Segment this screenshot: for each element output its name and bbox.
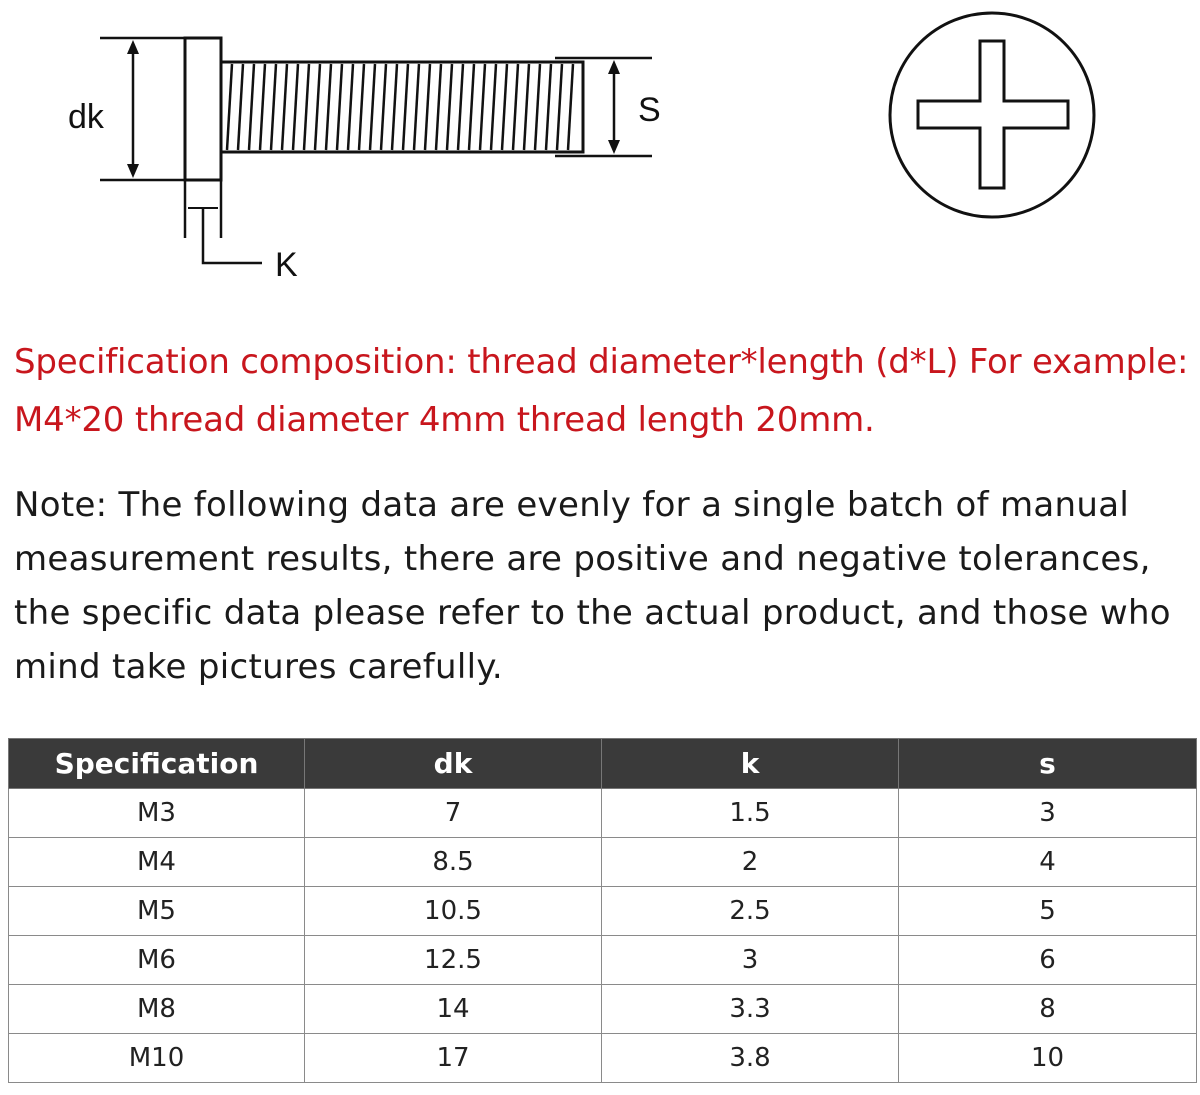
- table-row: [9, 789, 1197, 838]
- cell-specification: M8: [9, 985, 305, 1034]
- cell-dk: 10.5: [305, 887, 602, 936]
- table-row: [9, 838, 1197, 887]
- cell-s: 3: [899, 789, 1197, 838]
- table-row: [9, 887, 1197, 936]
- cell-k: 2: [602, 838, 899, 887]
- table-row: [9, 936, 1197, 985]
- cell-s: 5: [899, 887, 1197, 936]
- cell-specification: M3: [9, 789, 305, 838]
- header-k: k: [602, 739, 899, 789]
- cell-specification: M5: [9, 887, 305, 936]
- table-row: [9, 985, 1197, 1034]
- cell-dk: 7: [305, 789, 602, 838]
- cell-dk: 17: [305, 1034, 602, 1083]
- screw-diagram: [0, 0, 1200, 300]
- table-row: [9, 1034, 1197, 1083]
- cell-k: 3.8: [602, 1034, 899, 1083]
- cell-specification: M10: [9, 1034, 305, 1083]
- cell-dk: 8.5: [305, 838, 602, 887]
- phillips-head-icon: [890, 13, 1094, 217]
- cell-k: 2.5: [602, 887, 899, 936]
- screw-side-view: [100, 38, 652, 263]
- header-specification: Specification: [9, 739, 305, 789]
- cell-specification: M4: [9, 838, 305, 887]
- cell-k: 3.3: [602, 985, 899, 1034]
- cell-dk: 12.5: [305, 936, 602, 985]
- label-k: K: [275, 246, 298, 284]
- cell-k: 1.5: [602, 789, 899, 838]
- table-header-row: [9, 739, 1197, 789]
- cell-k: 3: [602, 936, 899, 985]
- cell-s: 10: [899, 1034, 1197, 1083]
- tolerance-note: Note: The following data are evenly for a single batch of manual measurement results, there are positive and negative tolerances, the specific data please refer to the actual product, and those who mind take pictures carefully.: [14, 485, 1171, 687]
- label-dk: dk: [68, 98, 104, 136]
- cell-dk: 14: [305, 985, 602, 1034]
- cell-s: 4: [899, 838, 1197, 887]
- cell-s: 8: [899, 985, 1197, 1034]
- label-s: S: [638, 91, 661, 129]
- specification-note: Specification composition: thread diameter*length (d*L) For example: M4*20 thread diameter 4mm thread length 20mm.: [14, 342, 1189, 440]
- dimension-table: [8, 738, 1197, 1083]
- header-s: s: [899, 739, 1197, 789]
- cell-s: 6: [899, 936, 1197, 985]
- header-dk: dk: [305, 739, 602, 789]
- cell-specification: M6: [9, 936, 305, 985]
